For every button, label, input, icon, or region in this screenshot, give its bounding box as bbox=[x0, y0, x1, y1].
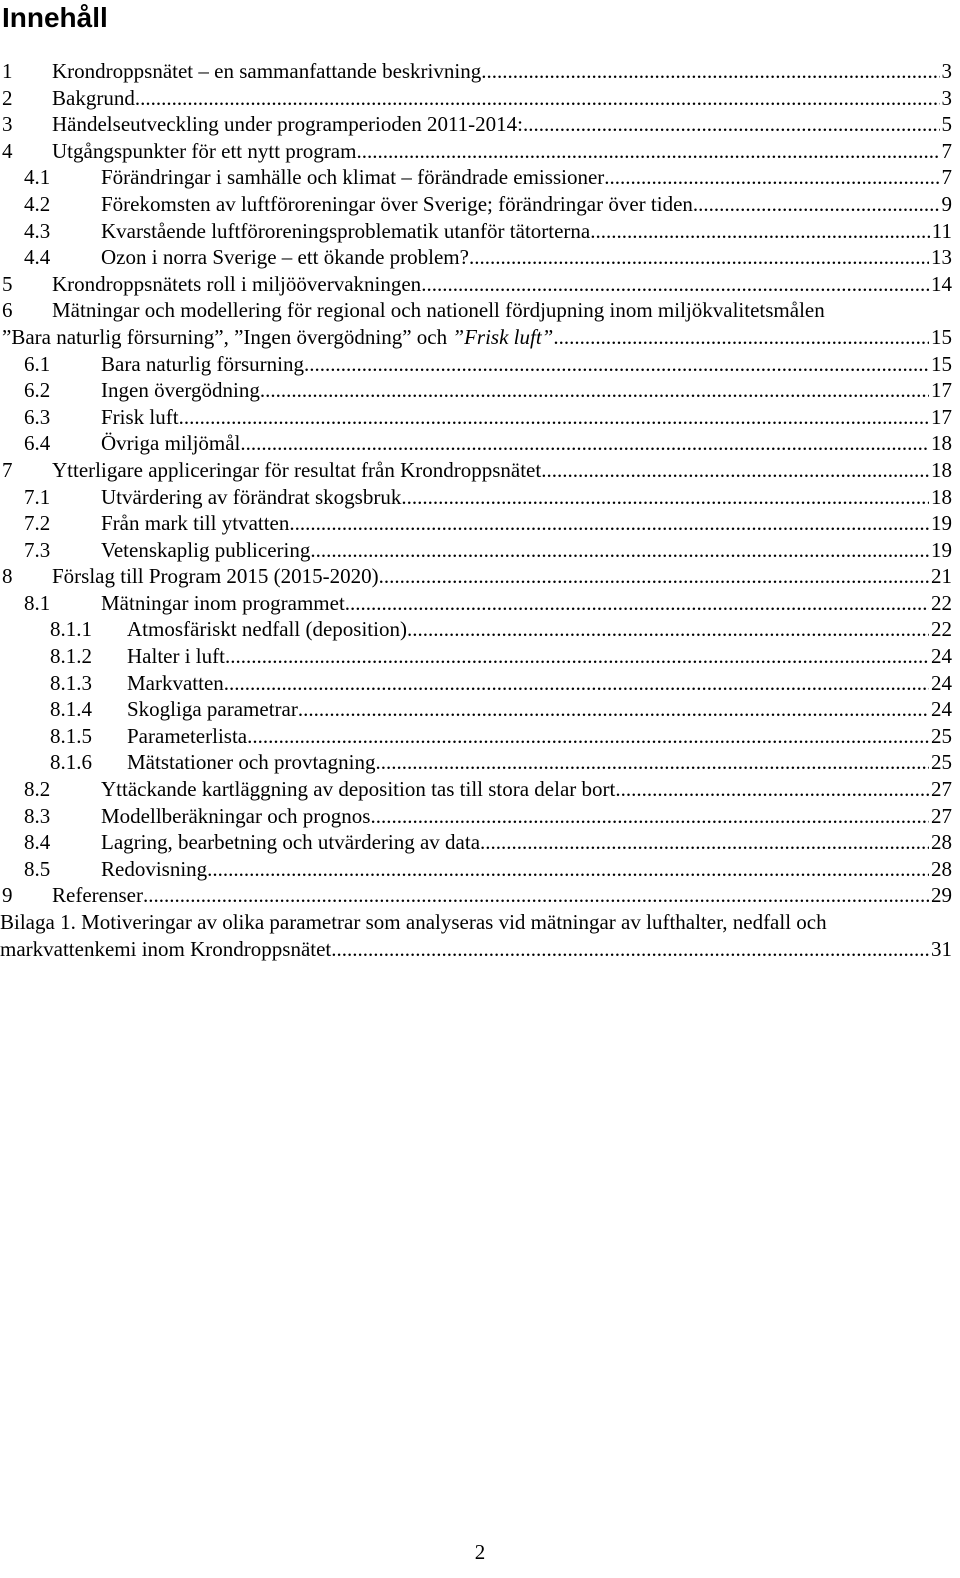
toc-entry-number: 4 bbox=[2, 138, 13, 163]
toc-entry-number: 8.1.2 bbox=[50, 644, 92, 669]
toc-entry-title: markvattenkemi inom Krondroppsnätet bbox=[0, 936, 332, 961]
toc-dot-leader bbox=[207, 856, 929, 883]
toc-entry-number: 2 bbox=[2, 85, 13, 110]
toc-entry[interactable] bbox=[0, 377, 952, 404]
toc-entry-number: 8.5 bbox=[24, 856, 51, 881]
toc-entry-number: 8.1.1 bbox=[50, 617, 92, 642]
toc-entry-page: 24 bbox=[931, 644, 952, 669]
toc-entry-page: 17 bbox=[931, 404, 952, 429]
toc-entry-page: 22 bbox=[931, 617, 952, 642]
toc-entry-title: Utvärdering av förändrat skogsbruk bbox=[101, 484, 402, 509]
toc-entry-number: 4.3 bbox=[24, 218, 51, 243]
toc-entry[interactable] bbox=[0, 643, 952, 670]
toc-entry-title: Förslag till Program 2015 (2015-2020) bbox=[52, 564, 379, 589]
toc-dot-leader bbox=[375, 749, 929, 776]
toc-entry[interactable] bbox=[0, 138, 952, 165]
toc-entry-title: Bara naturlig försurning bbox=[101, 351, 304, 376]
toc-entry-page: 31 bbox=[931, 936, 952, 961]
toc-entry[interactable] bbox=[0, 111, 952, 138]
toc-entry[interactable] bbox=[0, 803, 952, 830]
toc-dot-leader bbox=[331, 936, 929, 963]
toc-entry-page: 3 bbox=[941, 59, 952, 83]
toc-entry-page: 7 bbox=[941, 165, 952, 190]
toc-entry-page: 28 bbox=[931, 830, 952, 855]
toc-entry-number: 6.4 bbox=[24, 431, 51, 456]
toc-entry-page: 18 bbox=[931, 431, 952, 456]
toc-dot-leader bbox=[370, 803, 929, 830]
toc-entry[interactable] bbox=[0, 351, 952, 378]
toc-dot-leader bbox=[247, 723, 929, 750]
toc-dot-leader bbox=[225, 643, 929, 670]
toc-entry[interactable] bbox=[0, 882, 952, 909]
toc-entry-title: Bakgrund bbox=[52, 85, 135, 110]
toc-dot-leader bbox=[179, 404, 929, 431]
toc-entry-number: 8.1.6 bbox=[50, 750, 92, 775]
toc-entry-title: Ingen övergödning bbox=[101, 378, 260, 403]
toc-entry-page: 24 bbox=[931, 670, 952, 695]
toc-entry[interactable] bbox=[0, 404, 952, 431]
toc-dot-leader bbox=[480, 829, 929, 856]
toc-entry-title: Krondroppsnätets roll i miljöövervakningen bbox=[52, 271, 422, 296]
toc-entry-title: Mätstationer och provtagning bbox=[127, 750, 376, 775]
toc-dot-leader bbox=[401, 484, 929, 511]
toc-entry-title: Lagring, bearbetning och utvärdering av data bbox=[101, 830, 481, 855]
toc-entry-title-part: ”Bara naturlig försurning”, ”Ingen övergödning” och bbox=[2, 324, 453, 349]
toc-entry-page: 25 bbox=[931, 723, 952, 748]
toc-entry-page: 18 bbox=[931, 484, 952, 509]
toc-entry-title: Atmosfäriskt nedfall (deposition) bbox=[127, 617, 407, 642]
toc-entry-page: 21 bbox=[931, 564, 952, 589]
toc-entry-title: Övriga miljömål bbox=[101, 431, 241, 456]
toc-dot-leader bbox=[240, 430, 929, 457]
toc-entry-title: Förekomsten av luftföroreningar över Sverige; förändringar över tiden bbox=[101, 191, 693, 216]
toc-entry-page: 19 bbox=[931, 511, 952, 536]
toc-dot-leader bbox=[421, 271, 929, 298]
toc-entry-number: 1 bbox=[2, 59, 13, 83]
toc-entry[interactable] bbox=[0, 563, 952, 590]
toc-entry-title: Ytterligare appliceringar för resultat från Krondroppsnätet bbox=[52, 457, 542, 482]
toc-entry-title-part: ”Frisk luft” bbox=[452, 324, 554, 349]
toc-entry-page: 17 bbox=[931, 378, 952, 403]
toc-entry[interactable] bbox=[0, 670, 952, 697]
toc-entry-page: 24 bbox=[931, 697, 952, 722]
toc-entry[interactable] bbox=[0, 510, 952, 537]
toc-dot-leader bbox=[553, 324, 929, 351]
toc-entry-page: 25 bbox=[931, 750, 952, 775]
toc-entry-title: Mätningar och modellering för regional och nationell fördjupning inom miljökvalitetsmålen bbox=[52, 298, 825, 323]
toc-entry-title: Frisk luft bbox=[101, 404, 179, 429]
toc-entry-page: 22 bbox=[931, 590, 952, 615]
toc-entry-title: Förändringar i samhälle och klimat – förändrade emissioner bbox=[101, 165, 605, 190]
toc-entry-page: 15 bbox=[931, 324, 952, 349]
page-number: 2 bbox=[474, 1540, 486, 1564]
toc-entry-page: 18 bbox=[931, 457, 952, 482]
toc-entry[interactable] bbox=[0, 909, 952, 936]
toc-entry-page: 19 bbox=[931, 537, 952, 562]
toc-entry-page: 27 bbox=[931, 803, 952, 828]
toc-entry-page: 11 bbox=[931, 218, 952, 243]
toc-dot-leader bbox=[356, 138, 939, 165]
toc-entry[interactable] bbox=[0, 271, 952, 298]
toc-dot-leader bbox=[615, 776, 929, 803]
toc-entry[interactable] bbox=[0, 856, 952, 883]
toc-entry-title: Kvarstående luftföroreningsproblematik utanför tätorterna bbox=[101, 218, 591, 243]
toc-entry-number: 6.1 bbox=[24, 351, 51, 376]
toc-dot-leader bbox=[469, 244, 929, 271]
toc-entry-title: Händelseutveckling under programperioden 2011-2014: bbox=[52, 112, 524, 137]
toc-entry-number: 7.3 bbox=[24, 537, 51, 562]
toc-entry-title: Referenser bbox=[52, 883, 143, 908]
toc-entry-title: Mätningar inom programmet bbox=[101, 590, 345, 615]
toc-dot-leader bbox=[345, 590, 929, 617]
toc-dot-leader bbox=[304, 351, 929, 378]
toc-dot-leader bbox=[604, 164, 939, 191]
toc-entry[interactable] bbox=[0, 776, 952, 803]
toc-entry-number: 7 bbox=[2, 457, 13, 482]
toc-entry-title: Bilaga 1. Motiveringar av olika parametrar som analyseras vid mätningar av lufthalter, nedfall och bbox=[0, 910, 827, 934]
toc-entry[interactable] bbox=[0, 218, 952, 245]
toc-entry-title: Halter i luft bbox=[127, 644, 225, 669]
toc-entry-number: 4.1 bbox=[24, 165, 51, 190]
toc-entry[interactable] bbox=[0, 590, 952, 617]
toc-entry-number: 8.2 bbox=[24, 777, 51, 802]
toc-entry-title: Markvatten bbox=[127, 670, 224, 695]
toc-entry-number: 4.2 bbox=[24, 191, 51, 216]
toc-entry-number: 9 bbox=[2, 883, 13, 908]
toc-entry-page: 13 bbox=[931, 245, 952, 270]
toc-entry-number: 3 bbox=[2, 112, 13, 137]
toc-entry-title: Skogliga parametrar bbox=[127, 697, 298, 722]
toc-entry-page: 29 bbox=[931, 883, 952, 908]
toc-entry-number: 8 bbox=[2, 564, 13, 589]
toc-entry-number: 4.4 bbox=[24, 245, 51, 270]
toc-entry-page: 27 bbox=[931, 777, 952, 802]
toc-entry[interactable] bbox=[0, 829, 952, 856]
toc-heading: Innehåll bbox=[2, 2, 108, 33]
toc-entry[interactable] bbox=[0, 749, 952, 776]
toc-dot-leader bbox=[590, 218, 930, 245]
toc-entry-number: 8.4 bbox=[24, 830, 51, 855]
toc-entry[interactable] bbox=[0, 58, 952, 85]
toc-entry[interactable] bbox=[0, 297, 952, 324]
toc-entry-number: 8.3 bbox=[24, 803, 51, 828]
toc-entry-title bbox=[2, 324, 553, 351]
toc-entry-page: 7 bbox=[941, 138, 952, 163]
toc-entry[interactable] bbox=[0, 164, 952, 191]
toc-dot-leader bbox=[523, 111, 939, 138]
toc-dot-leader bbox=[407, 616, 929, 643]
toc-entry-page: 9 bbox=[941, 191, 952, 216]
toc-entry[interactable] bbox=[0, 191, 952, 218]
toc-entry-number: 8.1.4 bbox=[50, 697, 92, 722]
toc-entry-number: 7.1 bbox=[24, 484, 51, 509]
toc-entry-number: 8.1 bbox=[24, 590, 51, 615]
toc-entry[interactable] bbox=[0, 484, 952, 511]
toc-entry[interactable] bbox=[0, 85, 952, 112]
toc-entry-page: 5 bbox=[941, 112, 952, 137]
toc-entry-number: 6 bbox=[2, 298, 13, 323]
toc-entry-number: 6.3 bbox=[24, 404, 51, 429]
toc-entry[interactable] bbox=[0, 457, 952, 484]
toc-dot-leader bbox=[298, 696, 929, 723]
toc-dot-leader bbox=[693, 191, 940, 218]
toc-entry-title: Krondroppsnätet – en sammanfattande beskrivning bbox=[52, 59, 482, 83]
toc-entry-title: Modellberäkningar och prognos bbox=[101, 803, 371, 828]
toc-entry-title: Yttäckande kartläggning av deposition tas till stora delar bort bbox=[101, 777, 616, 802]
toc-dot-leader bbox=[289, 510, 929, 537]
toc-entry-number: 8.1.5 bbox=[50, 723, 92, 748]
toc-entry-title: Från mark till ytvatten bbox=[101, 511, 290, 536]
toc-dot-leader bbox=[310, 537, 929, 564]
toc-entry-page: 28 bbox=[931, 856, 952, 881]
toc-entry-title: Redovisning bbox=[101, 856, 208, 881]
toc-entry-title: Utgångspunkter för ett nytt program bbox=[52, 138, 357, 163]
toc-entry-page: 3 bbox=[941, 85, 952, 110]
toc-dot-leader bbox=[260, 377, 929, 404]
toc-dot-leader bbox=[224, 670, 929, 697]
toc-entry[interactable] bbox=[0, 936, 952, 963]
toc-entry[interactable] bbox=[0, 723, 952, 750]
toc-dot-leader bbox=[143, 882, 929, 909]
toc-entry-page: 15 bbox=[931, 351, 952, 376]
toc-entry[interactable] bbox=[0, 537, 952, 564]
toc-entry[interactable] bbox=[0, 244, 952, 271]
toc-entry[interactable] bbox=[0, 324, 952, 351]
toc-entry[interactable] bbox=[0, 430, 952, 457]
table-of-contents bbox=[0, 58, 952, 962]
toc-entry-number: 6.2 bbox=[24, 378, 51, 403]
toc-entry[interactable] bbox=[0, 696, 952, 723]
toc-entry-title: Parameterlista bbox=[127, 723, 248, 748]
toc-entry-page: 14 bbox=[931, 271, 952, 296]
toc-entry-title: Vetenskaplig publicering bbox=[101, 537, 311, 562]
toc-dot-leader bbox=[135, 85, 940, 112]
toc-entry[interactable] bbox=[0, 616, 952, 643]
toc-dot-leader bbox=[481, 58, 939, 85]
toc-entry-number: 5 bbox=[2, 271, 13, 296]
toc-dot-leader bbox=[379, 563, 929, 590]
toc-entry-number: 8.1.3 bbox=[50, 670, 92, 695]
toc-entry-title: Ozon i norra Sverige – ett ökande problem? bbox=[101, 245, 469, 270]
toc-dot-leader bbox=[541, 457, 929, 484]
toc-entry-number: 7.2 bbox=[24, 511, 51, 536]
